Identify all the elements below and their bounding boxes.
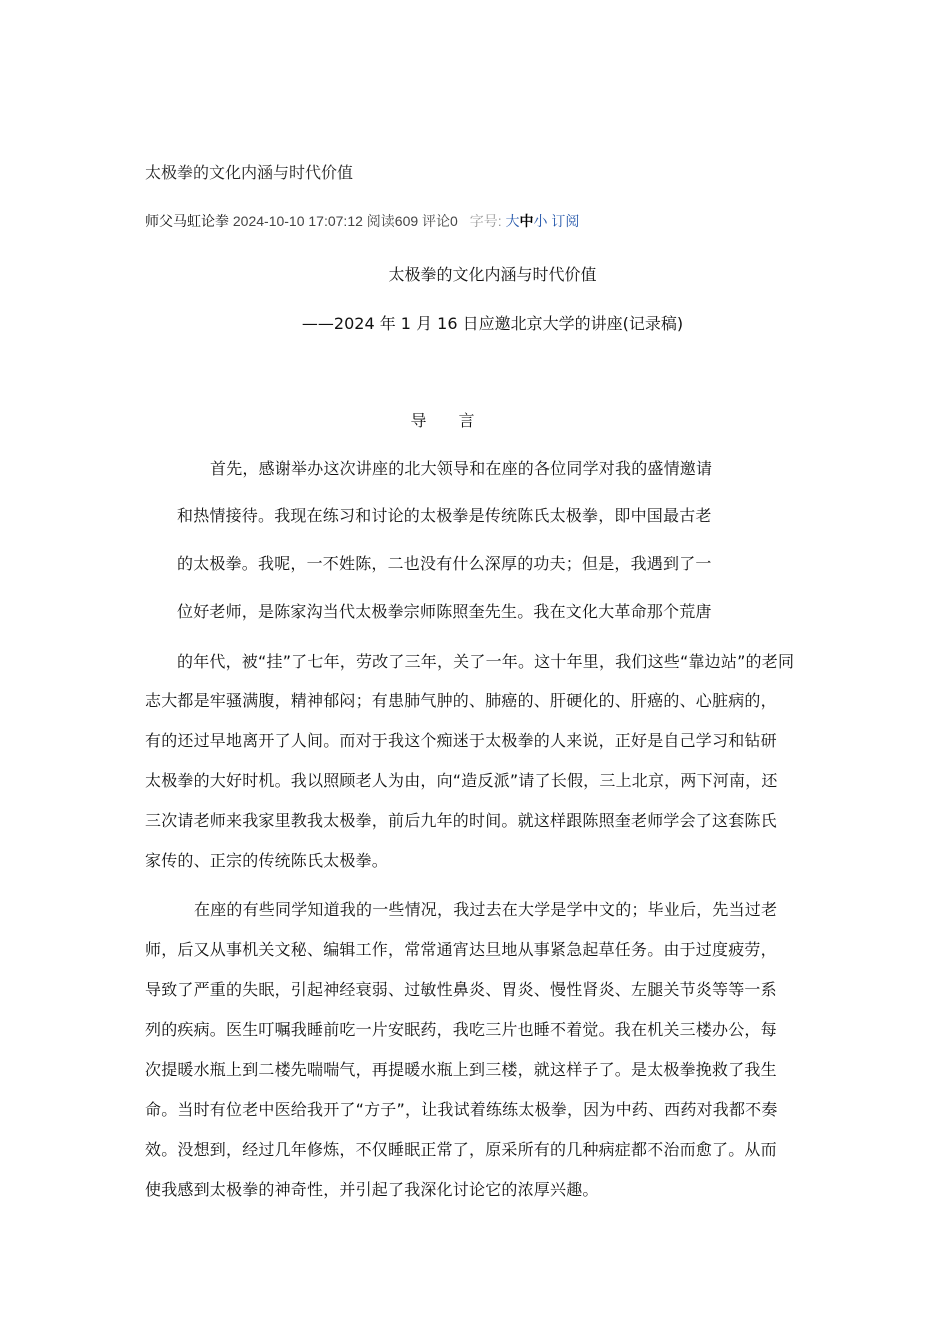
text-line: 家传的、正宗的传统陈氏太极拳。 <box>145 851 389 870</box>
font-size-large-button[interactable]: 大 <box>505 213 520 229</box>
text-line: 命。当时有位老中医给我开了“方子”，让我试着练练太极拳，因为中药、西药对我都不奏 <box>145 1100 778 1119</box>
post-meta <box>145 211 579 231</box>
font-size-label: 字号: <box>469 213 502 229</box>
text-line: 太极拳的大好时机。我以照顾老人为由，向“造反派”请了长假，三上北京，两下河南，还 <box>145 771 778 790</box>
post-date: 2024-10-10 17:07:12 <box>232 213 363 229</box>
text-line: 和热情接待。我现在练习和讨论的太极拳是传统陈氏太极拳，即中国最古老 <box>177 506 712 525</box>
article-subtitle: ——2024 年 1 月 16 日应邀北京大学的讲座(记录稿) <box>301 314 684 333</box>
text-line: 三次请老师来我家里教我太极拳，前后九年的时间。就这样跟陈照奎老师学会了这套陈氏 <box>145 811 777 830</box>
text-line: 师，后又从事机关文秘、编辑工作，常常通宵达旦地从事紧急起草任务。由于过度疲劳， <box>145 940 777 959</box>
post-title: 太极拳的文化内涵与时代价值 <box>145 163 354 182</box>
text-line: 次提暖水瓶上到二楼先喘喘气，再提暖水瓶上到三楼，就这样子了。是太极拳挽救了我生 <box>145 1060 777 1079</box>
text-line: 使我感到太极拳的神奇性，并引起了我深化讨论它的浓厚兴趣。 <box>145 1180 599 1199</box>
author-link[interactable]: 师父马虹论拳 <box>145 213 229 229</box>
section-title: 导 言 <box>410 411 475 430</box>
text-line: 在座的有些同学知道我的一些情况，我过去在大学是学中文的；毕业后，先当过老 <box>194 900 778 919</box>
subscribe-button[interactable]: 订阅 <box>551 213 580 229</box>
text-line: 首先，感谢举办这次讲座的北大领导和在座的各位同学对我的盛情邀请 <box>210 459 713 478</box>
font-size-medium-button[interactable]: 中 <box>519 213 534 229</box>
text-line: 志大都是牢骚满腹，精神郁闷；有患肺气肿的、肺癌的、肝硬化的、肝癌的、心脏病的， <box>145 691 777 710</box>
text-line: 有的还过早地离开了人间。而对于我这个痴迷于太极拳的人来说，正好是自己学习和钻研 <box>145 731 777 750</box>
text-line: 的太极拳。我呢，一不姓陈，二也没有什么深厚的功夫；但是，我遇到了一 <box>177 554 712 573</box>
article-heading: 太极拳的文化内涵与时代价值 <box>388 265 597 284</box>
text-line: 位好老师，是陈家沟当代太极拳宗师陈照奎先生。我在文化大革命那个荒唐 <box>177 602 712 621</box>
text-line: 效。没想到，经过几年修炼，不仅睡眠正常了，原采所有的几种病症都不治而愈了。从而 <box>145 1140 777 1159</box>
text-line: 导致了严重的失眠，引起神经衰弱、过敏性鼻炎、胃炎、慢性肾炎、左腿关节炎等等一系 <box>145 980 777 999</box>
comment-count[interactable]: 评论0 <box>422 213 458 229</box>
text-line: 列的疾病。医生叮嘱我睡前吃一片安眠药，我吃三片也睡不着觉。我在机关三楼办公，每 <box>145 1020 777 1039</box>
read-count: 阅读609 <box>366 213 419 229</box>
text-line: 的年代，被“挂”了七年，劳改了三年，关了一年。这十年里，我们这些“靠边站”的老同 <box>177 652 795 671</box>
font-size-small-button[interactable]: 小 <box>533 213 548 229</box>
